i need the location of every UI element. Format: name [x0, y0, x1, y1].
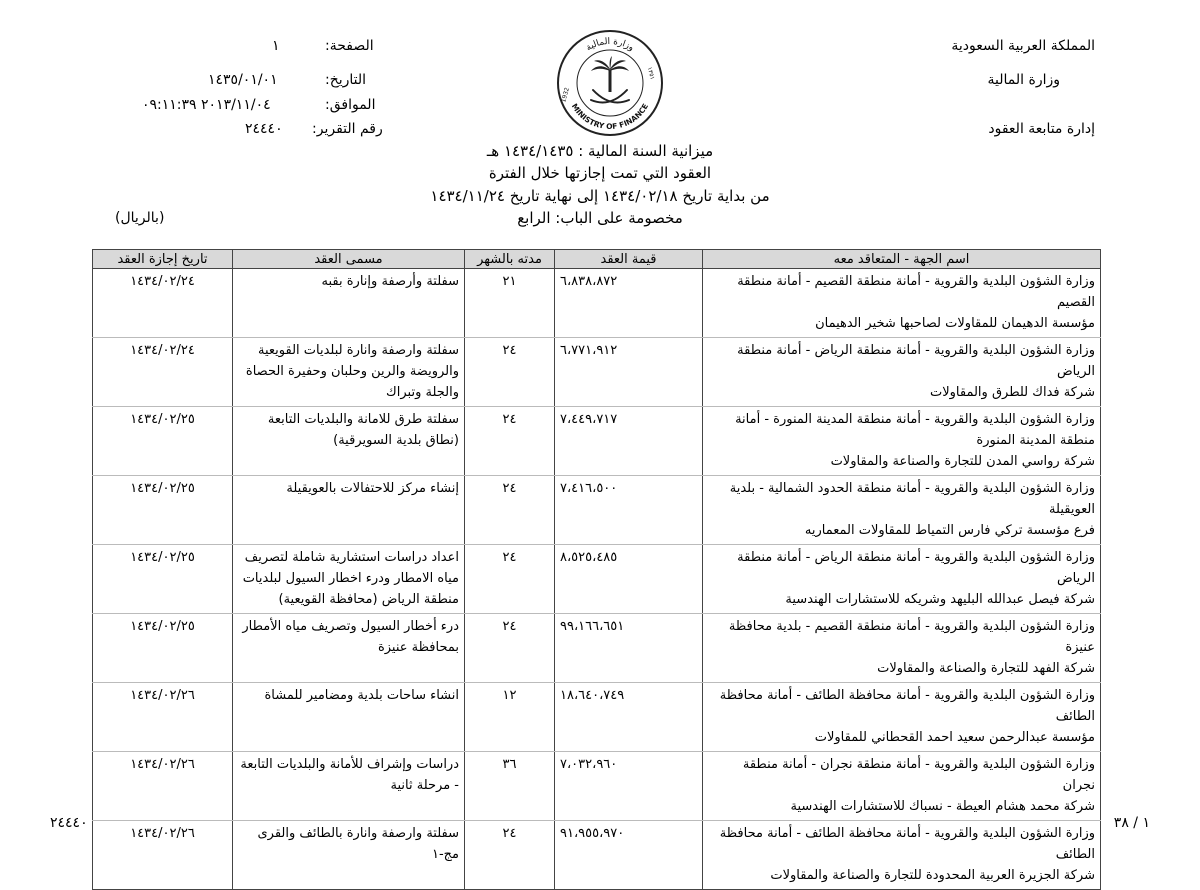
contract-value: ١٨،٦٤٠،٧٤٩: [560, 688, 625, 703]
contractor-text: شركة الجزيرة العربية المحدودة للتجارة والصناعة والمقاولات: [770, 868, 1095, 883]
page-value: ١: [272, 38, 280, 54]
duration-cell: ٢٤: [465, 476, 555, 545]
value-cell: [555, 752, 703, 821]
seal-year-left: 1932: [560, 86, 571, 104]
table-row: [93, 752, 1101, 821]
palm-tree-icon: [591, 56, 629, 92]
report-number-label: رقم التقرير:: [312, 121, 383, 137]
table-header-row: [93, 250, 1101, 269]
contract-name-cell: سفلتة وارصفة وانارة بالطائف والقرى مج-١: [233, 821, 465, 890]
value-cell: [555, 683, 703, 752]
party-cell: [703, 752, 1101, 821]
party-cell: [703, 683, 1101, 752]
contractor-text: شركة رواسي المدن للتجارة والصناعة والمقاولات: [830, 454, 1095, 469]
date-cell: [93, 752, 233, 821]
report-title-budget-year: ميزانية السنة المالية : ١٤٣٤/١٤٣٥ هـ: [486, 142, 714, 160]
party-cell: [703, 821, 1101, 890]
date-cell: [93, 821, 233, 890]
footer-page-count: ١ / ٣٨: [1113, 815, 1150, 831]
contract-name-cell: اعداد دراسات استشارية شاملة لتصريف مياه الامطار ودرء اخطار السيول لبلديات منطقة الرياض (محافظة القويعية): [233, 545, 465, 614]
contract-name-cell: سفلتة وارصفة وانارة لبلديات القويعية والرويضة والرين وحلبان وحفيرة الحصاة والجلة وتبراك: [233, 338, 465, 407]
contractor-text: فرع مؤسسة تركي فارس التمياط للمقاولات المعماريه: [804, 523, 1095, 538]
seal-year-right: ١٣٥١: [645, 66, 656, 81]
duration-cell: ٢٤: [465, 821, 555, 890]
party-text: وزارة الشؤون البلدية والقروية - أمانة منطقة القصيم - أمانة منطقة القصيم: [737, 274, 1095, 310]
party-text: وزارة الشؤون البلدية والقروية - أمانة منطقة القصيم - بلدية محافظة عنيزة: [728, 619, 1095, 655]
party-cell: [703, 338, 1101, 407]
report-title-period: من بداية تاريخ ١٤٣٤/٠٢/١٨ إلى نهاية تاريخ ١٤٣٤/١١/٢٤: [430, 187, 770, 205]
contract-value: ٦،٧٧١،٩١٢: [560, 343, 618, 358]
value-cell: [555, 407, 703, 476]
party-cell: [703, 476, 1101, 545]
duration-cell: ٢٤: [465, 614, 555, 683]
page-label: الصفحة:: [325, 38, 374, 54]
date-cell: [93, 269, 233, 338]
table-row: [93, 683, 1101, 752]
approval-date: ١٤٣٤/٠٢/٢٥: [130, 619, 195, 634]
duration-cell: ٣٦: [465, 752, 555, 821]
approval-date: ١٤٣٤/٠٢/٢٤: [130, 274, 195, 289]
duration-cell: ٢٤: [465, 407, 555, 476]
contract-value: ٧،٤١٦،٥٠٠: [560, 481, 618, 496]
table-row: [93, 614, 1101, 683]
value-cell: [555, 269, 703, 338]
report-title-approved-contracts: العقود التي تمت إجازتها خلال الفترة: [488, 164, 712, 182]
contractor-text: مؤسسة عبدالرحمن سعيد احمد القحطاني للمقاولات: [814, 730, 1095, 745]
column-header-value: قيمة العقد: [555, 250, 703, 269]
contract-name-cell: دراسات وإشراف للأمانة والبلديات التابعة - مرحلة ثانية: [233, 752, 465, 821]
duration-cell: ١٢: [465, 683, 555, 752]
approval-date: ١٤٣٤/٠٢/٢٥: [130, 550, 195, 565]
contract-name-cell: درء أخطار السيول وتصريف مياه الأمطار بمحافظة عنيزة: [233, 614, 465, 683]
party-cell: [703, 545, 1101, 614]
contractor-text: شركة محمد هشام العيطة - نسباك للاستشارات الهندسية: [790, 799, 1095, 814]
value-cell: [555, 338, 703, 407]
party-text: وزارة الشؤون البلدية والقروية - أمانة منطقة الرياض - أمانة منطقة الرياض: [737, 550, 1095, 586]
approval-date: ١٤٣٤/٠٢/٢٦: [130, 757, 195, 772]
ministry-name: وزارة المالية: [987, 72, 1060, 88]
contract-value: ٨،٥٢٥،٤٨٥: [560, 550, 618, 565]
date-cell: [93, 476, 233, 545]
party-text: وزارة الشؤون البلدية والقروية - أمانة محافظة الطائف - أمانة محافظة الطائف: [719, 688, 1095, 724]
currency-note: (بالريال): [115, 210, 165, 226]
contractor-text: شركة فيصل عبدالله البليهد وشريكه للاستشارات الهندسية: [785, 592, 1095, 607]
date-cell: [93, 338, 233, 407]
column-header-party: اسم الجهة - المتعاقد معه: [703, 250, 1101, 269]
report-number-value: ٢٤٤٤٠: [245, 121, 283, 137]
party-text: وزارة الشؤون البلدية والقروية - أمانة منطقة الحدود الشمالية - بلدية العويقيلة: [729, 481, 1095, 517]
value-cell: [555, 614, 703, 683]
table-row: [93, 269, 1101, 338]
contract-value: ٧،٤٤٩،٧١٧: [560, 412, 618, 427]
date-label: التاريخ:: [325, 72, 367, 88]
table-row: [93, 338, 1101, 407]
duration-cell: ٢٤: [465, 338, 555, 407]
seal-english-text: MINISTRY OF FINANCE: [569, 101, 651, 132]
party-cell: [703, 407, 1101, 476]
date-cell: [93, 407, 233, 476]
party-text: وزارة الشؤون البلدية والقروية - أمانة منطقة الرياض - أمانة منطقة الرياض: [737, 343, 1095, 379]
table-row: [93, 407, 1101, 476]
contract-value: ٧،٠٣٢،٩٦٠: [560, 757, 618, 772]
contract-name-cell: انشاء ساحات بلدية ومضامير للمشاة: [233, 683, 465, 752]
ministry-seal-logo: [555, 28, 665, 138]
seal-arabic-text: وزارة المالية: [584, 36, 636, 54]
table-row: [93, 821, 1101, 890]
contract-value: ٩١،٩٥٥،٩٧٠: [560, 826, 625, 841]
party-cell: [703, 614, 1101, 683]
column-header-date: تاريخ إجازة العقد: [93, 250, 233, 269]
approval-date: ١٤٣٤/٠٢/٢٥: [130, 481, 195, 496]
party-text: وزارة الشؤون البلدية والقروية - أمانة منطقة المدينة المنورة - أمانة منطقة المدينة المنورة: [735, 412, 1095, 448]
party-text: وزارة الشؤون البلدية والقروية - أمانة منطقة نجران - أمانة منطقة نجران: [742, 757, 1095, 793]
footer-report-number: ٢٤٤٤٠: [50, 815, 88, 831]
approval-date: ١٤٣٤/٠٢/٢٤: [130, 343, 195, 358]
contractor-text: مؤسسة الدهيمان للمقاولات لصاحبها شخير الدهيمان: [815, 316, 1095, 331]
report-title-chapter: مخصومة على الباب: الرابع: [517, 209, 683, 227]
duration-cell: ٢٤: [465, 545, 555, 614]
contractor-text: شركة الفهد للتجارة والصناعة والمقاولات: [877, 661, 1095, 676]
party-text: وزارة الشؤون البلدية والقروية - أمانة محافظة الطائف - أمانة محافظة الطائف: [719, 826, 1095, 862]
approval-date: ١٤٣٤/٠٢/٢٥: [130, 412, 195, 427]
approval-date: ١٤٣٤/٠٢/٢٦: [130, 826, 195, 841]
contract-value: ٩٩،١٦٦،٦٥١: [560, 619, 625, 634]
corresponding-label: الموافق:: [325, 97, 376, 113]
contractor-text: شركة فداك للطرق والمقاولات: [929, 385, 1095, 400]
column-header-name: مسمى العقد: [233, 250, 465, 269]
value-cell: [555, 476, 703, 545]
column-header-duration: مدته بالشهر: [465, 250, 555, 269]
date-cell: [93, 683, 233, 752]
date-cell: [93, 545, 233, 614]
date-cell: [93, 614, 233, 683]
contract-name-cell: سفلتة وأرصفة وإنارة بقبه: [233, 269, 465, 338]
party-cell: [703, 269, 1101, 338]
contract-name-cell: سفلتة طرق للامانة والبلديات التابعة (نطاق بلدية السويرقية): [233, 407, 465, 476]
contracts-table: [92, 249, 1101, 890]
department-name: إدارة متابعة العقود: [988, 121, 1095, 137]
date-value: ١٤٣٥/٠١/٠١: [208, 72, 278, 88]
corresponding-value: ٢٠١٣/١١/٠٤ ٠٩:١١:٣٩: [142, 97, 271, 113]
value-cell: [555, 545, 703, 614]
contract-name-cell: إنشاء مركز للاحتفالات بالعويقيلة: [233, 476, 465, 545]
table-row: [93, 476, 1101, 545]
contract-value: ٦،٨٣٨،٨٧٢: [560, 274, 618, 289]
value-cell: [555, 821, 703, 890]
kingdom-name: المملكة العربية السعودية: [951, 38, 1095, 54]
approval-date: ١٤٣٤/٠٢/٢٦: [130, 688, 195, 703]
duration-cell: ٢١: [465, 269, 555, 338]
table-row: [93, 545, 1101, 614]
